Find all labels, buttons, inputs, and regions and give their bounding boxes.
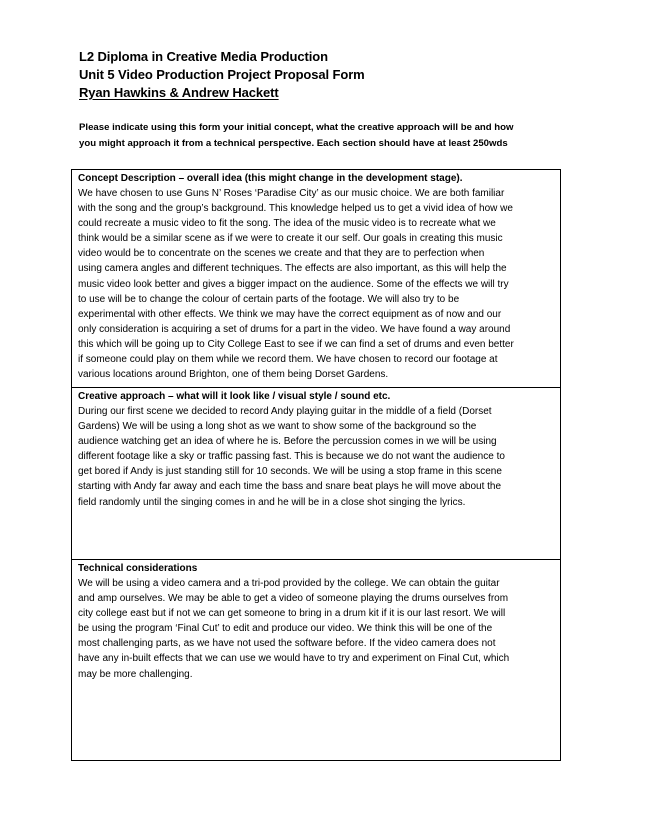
body-line: think would be a similar scene as if we were to create it our self. Our goals in creating this music <box>78 233 503 245</box>
body-line: only consideration is acquiring a set of drums for a part in the video. We have found a way around <box>78 323 511 335</box>
technical-row <box>72 560 561 761</box>
body-line: with the song and the group’s background. This knowledge helped us to get a vivid idea of how we <box>78 203 513 215</box>
technical-heading: Technical considerations <box>78 563 198 574</box>
creative-approach-heading: Creative approach – what will it look like / visual style / sound etc. <box>78 391 391 402</box>
concept-heading: Concept Description – overall idea (this might change in the development stage). <box>78 173 463 184</box>
body-line: We will be using a video camera and a tri-pod provided by the college. We can obtain the guitar <box>78 578 500 589</box>
concept-body <box>78 186 554 382</box>
creative-approach-row <box>72 388 561 560</box>
body-line: experimental with other effects. We think we may have the correct equipment as of now and our <box>78 308 502 320</box>
body-line: to use will be to change the colour of certain parts of the footage. We will also try to be <box>78 293 460 305</box>
body-line: could recreate a music video to fit the song. The idea of the music video is to recreate what we <box>78 218 496 230</box>
body-line: starting with Andy far away and each time the bass and snare beat plays he will move about the <box>78 481 502 493</box>
form-instructions <box>79 120 569 152</box>
instructions-line: Please indicate using this form your initial concept, what the creative approach will be and how <box>79 122 514 133</box>
body-line: most challenging parts, as we have not used the software before. If the video camera does not <box>78 638 496 650</box>
body-line: audience watching get an idea of where he is. Before the percussion comes in we will be using <box>78 436 497 448</box>
creative-approach-body <box>78 404 554 510</box>
course-title: L2 Diploma in Creative Media Production <box>79 49 328 64</box>
body-line: using camera angles and different techniques. The effects are also important, as this will help the <box>78 263 507 275</box>
body-line: field randomly until the singing comes in and he will be in a close shot singing the lyrics. <box>78 496 466 508</box>
instructions-line: you might approach it from a technical perspective. Each section should have at least 250wds <box>79 138 508 149</box>
concept-cell <box>72 170 561 388</box>
body-line: this which will be going up to City College East to see if we can find a set of drums and even better <box>78 338 514 350</box>
proposal-table <box>71 169 561 761</box>
creative-approach-cell <box>72 388 561 560</box>
body-line: city college east but if not we can get someone to bring in a drum kit if it is our last resort. We will <box>78 608 506 620</box>
body-line: video would be to concentrate on the scenes we create and that they are to perfection when <box>78 248 485 260</box>
document-header <box>79 48 579 102</box>
body-line: and amp ourselves. We may be able to get a video of someone playing the drums ourselves from <box>78 593 509 605</box>
body-line: may be more challenging. <box>78 668 193 680</box>
body-line: During our first scene we decided to record Andy playing guitar in the middle of a field (Dorset <box>78 406 492 417</box>
body-line: be using the program ‘Final Cut’ to edit and produce our video. We think this will be one of the <box>78 623 493 635</box>
body-line: if someone could play on them while we record them. We have chosen to record our footage at <box>78 354 498 366</box>
body-line: various locations around Brighton, one of them being Dorset Gardens. <box>78 369 389 381</box>
body-line: Gardens) We will be using a long shot as we want to show some of the background so the <box>78 421 477 433</box>
body-line: have any in-built effects that we can use we would have to try and experiment on Final Cut, which <box>78 653 510 665</box>
body-line: get bored if Andy is just standing still for 10 seconds. We will be using a stop frame in this scene <box>78 466 502 478</box>
body-line: different footage like a sky or traffic passing fast. This is because we do not want the audience to <box>78 451 505 463</box>
body-line: We have chosen to use Guns N’ Roses ‘Paradise City’ as our music choice. We are both familiar <box>78 188 505 199</box>
technical-cell <box>72 560 561 761</box>
body-line: music video look better and gives a bigger impact on the audience. Some of the effects we will try <box>78 278 509 290</box>
unit-title: Unit 5 Video Production Project Proposal Form <box>79 67 365 82</box>
technical-body <box>78 576 554 682</box>
concept-row <box>72 170 561 388</box>
authors-title: Ryan Hawkins & Andrew Hackett <box>79 85 279 100</box>
